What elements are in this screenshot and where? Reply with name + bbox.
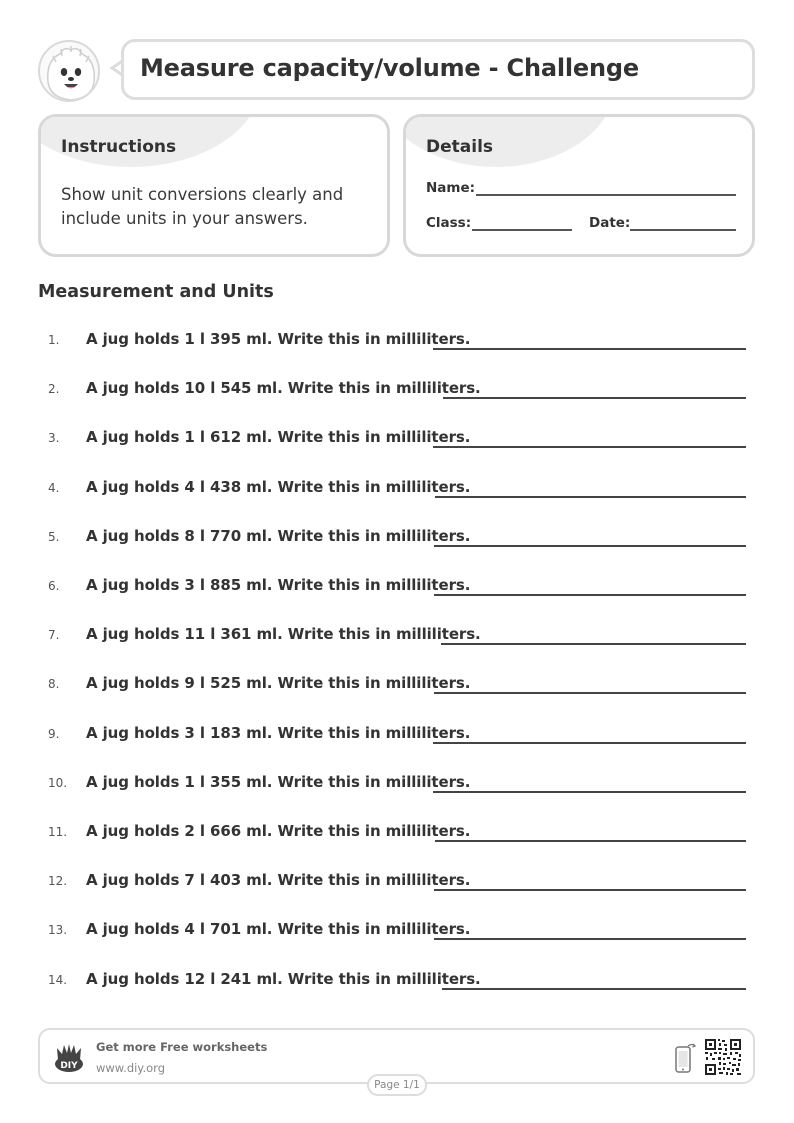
instructions-text: Show unit conversions clearly and include units in your answers. (61, 185, 344, 228)
question-text: A jug holds 9 l 525 ml. Write this in milliliters. (86, 674, 471, 692)
answer-line[interactable] (442, 988, 746, 990)
question-text: A jug holds 8 l 770 ml. Write this in milliliters. (86, 527, 471, 545)
answer-line[interactable] (433, 348, 746, 350)
answer-line[interactable] (443, 397, 746, 399)
name-label: Name: (426, 180, 476, 196)
date-label: Date: (589, 215, 631, 231)
answer-line[interactable] (434, 889, 746, 891)
question-number: 2. (48, 382, 60, 396)
question-item (38, 573, 746, 603)
question-text: A jug holds 10 l 545 ml. Write this in milliliters. (86, 379, 481, 397)
question-text: A jug holds 4 l 701 ml. Write this in milliliters. (86, 920, 471, 938)
instructions-heading: Instructions (61, 137, 177, 157)
title-box (121, 39, 755, 100)
phone-icon (674, 1042, 696, 1074)
question-item (38, 967, 746, 997)
answer-line[interactable] (433, 791, 746, 793)
question-text: A jug holds 2 l 666 ml. Write this in milliliters. (86, 822, 471, 840)
instructions-card (38, 114, 390, 257)
question-item (38, 770, 746, 800)
question-text: A jug holds 1 l 355 ml. Write this in milliliters. (86, 773, 471, 791)
question-text: A jug holds 1 l 612 ml. Write this in milliliters. (86, 428, 471, 446)
footer-url[interactable]: www.diy.org (96, 1061, 165, 1075)
page-indicator: Page 1/1 (367, 1074, 427, 1096)
answer-line[interactable] (433, 742, 746, 744)
svg-text:DIY: DIY (60, 1061, 78, 1071)
qr-code-icon[interactable] (704, 1038, 742, 1076)
answer-line[interactable] (434, 594, 746, 596)
section-title: Measurement and Units (38, 282, 274, 302)
question-item (38, 671, 746, 701)
question-number: 7. (48, 628, 60, 642)
question-text: A jug holds 12 l 241 ml. Write this in milliliters. (86, 970, 481, 988)
answer-line[interactable] (433, 446, 746, 448)
question-number: 3. (48, 431, 60, 445)
answer-line[interactable] (434, 692, 746, 694)
page-title: Measure capacity/volume - Challenge (140, 54, 639, 82)
answer-line[interactable] (434, 545, 746, 547)
question-item (38, 376, 746, 406)
question-item (38, 622, 746, 652)
question-number: 8. (48, 677, 60, 691)
question-item (38, 868, 746, 898)
question-text: A jug holds 11 l 361 ml. Write this in milliliters. (86, 625, 481, 643)
question-text: A jug holds 3 l 183 ml. Write this in milliliters. (86, 724, 471, 742)
name-field[interactable] (476, 194, 736, 196)
answer-line[interactable] (435, 496, 746, 498)
question-text: A jug holds 7 l 403 ml. Write this in milliliters. (86, 871, 471, 889)
footer-promo: Get more Free worksheets (96, 1040, 268, 1054)
question-item (38, 425, 746, 455)
question-item (38, 819, 746, 849)
question-number: 1. (48, 333, 60, 347)
question-item (38, 917, 746, 947)
answer-line[interactable] (441, 643, 746, 645)
diy-logo-icon[interactable] (52, 1040, 86, 1074)
question-text: A jug holds 3 l 885 ml. Write this in milliliters. (86, 576, 471, 594)
question-number: 4. (48, 481, 60, 495)
question-number: 11. (48, 825, 68, 839)
date-field[interactable] (630, 229, 736, 231)
answer-line[interactable] (434, 938, 746, 940)
question-number: 9. (48, 727, 60, 741)
details-card (403, 114, 755, 257)
class-label: Class: (426, 215, 472, 231)
question-number: 14. (48, 973, 68, 987)
question-item (38, 524, 746, 554)
class-field[interactable] (472, 229, 572, 231)
question-number: 12. (48, 874, 68, 888)
question-item (38, 475, 746, 505)
question-number: 13. (48, 923, 68, 937)
question-text: A jug holds 4 l 438 ml. Write this in milliliters. (86, 478, 471, 496)
question-number: 10. (48, 776, 68, 790)
question-number: 5. (48, 530, 60, 544)
question-number: 6. (48, 579, 60, 593)
mascot-icon (38, 40, 100, 102)
answer-line[interactable] (435, 840, 746, 842)
details-heading: Details (426, 137, 494, 157)
question-item (38, 327, 746, 357)
question-item (38, 721, 746, 751)
question-text: A jug holds 1 l 395 ml. Write this in milliliters. (86, 330, 471, 348)
